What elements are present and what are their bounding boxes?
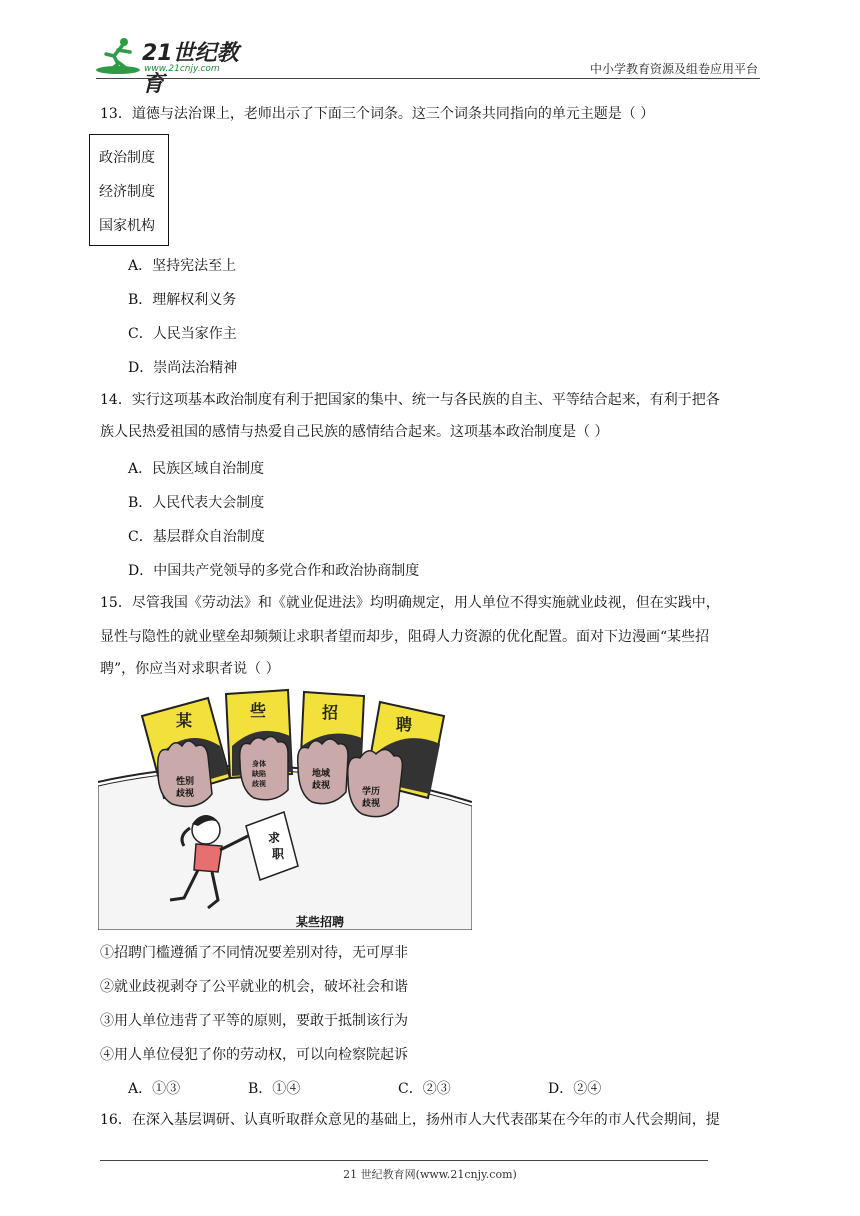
question-15-choice-d[interactable]: D．②④ [548,1081,602,1097]
hand-label: 缺陷 [252,770,266,778]
term-item: 国家机构 [99,218,155,234]
book-char: 些 [250,701,267,720]
question-13-option-a[interactable]: A．坚持宪法至上 [128,258,237,274]
book-char: 聘 [396,715,413,734]
hand-label: 学历 [362,787,381,797]
question-15-statement: ④用人单位侵犯了你的劳动权，可以向检察院起诉 [100,1047,408,1063]
question-14-stem-line2: 族人民热爱祖国的感情与热爱自己民族的感情结合起来。这项基本政治制度是（ ） [100,424,609,440]
question-14-option-d[interactable]: D．中国共产党领导的多党合作和政治协商制度 [128,563,420,579]
question-14-stem-line1: 14．实行这项基本政治制度有利于把国家的集中、统一与各民族的自主、平等结合起来，有利于把各 [100,392,720,408]
hand-label: 性别 [176,777,195,787]
cartoon-caption: 某些招聘 [296,915,345,929]
question-16-stem-line1: 16．在深入基层调研、认真听取群众意见的基础上，扬州市人大代表邵某在今年的市人代会期间，提 [100,1112,720,1128]
question-13-option-c[interactable]: C．人民当家作主 [128,326,237,342]
question-15-choice-a[interactable]: A．①③ [128,1081,181,1097]
hand-label: 歧视 [176,789,195,799]
question-14-option-b[interactable]: B．人民代表大会制度 [128,495,265,511]
hand-icon [240,736,288,799]
question-13-term-box [89,134,169,246]
question-15-statement: ②就业歧视剥夺了公平就业的机会，破坏社会和谐 [100,979,408,995]
question-14-option-c[interactable]: C．基层群众自治制度 [128,529,265,545]
question-13-option-b[interactable]: B．理解权利义务 [128,292,237,308]
hand-label: 身体 [252,760,266,768]
question-13-stem: 13．道德与法治课上，老师出示了下面三个词条。这三个词条共同指向的单元主题是（ ） [100,106,655,122]
hand-label: 地域 [312,769,331,779]
question-15-statement: ③用人单位违背了平等的原则，要敢于抵制该行为 [100,1013,408,1029]
hand-label: 歧视 [312,781,331,791]
question-14-option-a[interactable]: A．民族区域自治制度 [128,461,265,477]
recruitment-cartoon [98,686,472,930]
question-13-option-d[interactable]: D．崇尚法治精神 [128,360,238,376]
book-char: 某 [176,711,193,730]
question-15-statement: ①招聘门槛遵循了不同情况要差别对待，无可厚非 [100,945,408,961]
page-footer: 21 世纪教育网(www.21cnjy.com) [343,1168,517,1181]
logo-text: 21世纪教育 [142,41,239,97]
site-logo [96,34,256,97]
question-15-choice-c[interactable]: C．②③ [398,1081,451,1097]
header-divider [96,78,760,79]
question-15-stem-line3: 聘”，你应当对求职者说（ ） [100,661,280,677]
question-15-choice-b[interactable]: B．①④ [248,1081,301,1097]
page-header [96,30,760,97]
logo-url: www.21cnjy.com [144,64,220,74]
paper-label: 职 [272,847,285,861]
footer-divider [100,1160,708,1161]
runner-logo-icon [96,34,144,76]
book-char: 招 [322,703,339,722]
header-platform-name: 中小学教育资源及组卷应用平台 [589,62,758,76]
question-15-stem-line1: 15．尽管我国《劳动法》和《就业促进法》均明确规定，用人单位不得实施就业歧视，但在实践中， [100,595,720,611]
term-item: 政治制度 [99,150,155,166]
question-15-stem-line2: 显性与隐性的就业壁垒却频频让求职者望而却步，阻碍人力资源的优化配置。面对下边漫画“某些招 [100,629,710,645]
hand-label: 歧视 [252,780,266,788]
hand-label: 歧视 [362,799,381,809]
paper-label: 求 [268,831,281,845]
term-item: 经济制度 [99,184,155,200]
